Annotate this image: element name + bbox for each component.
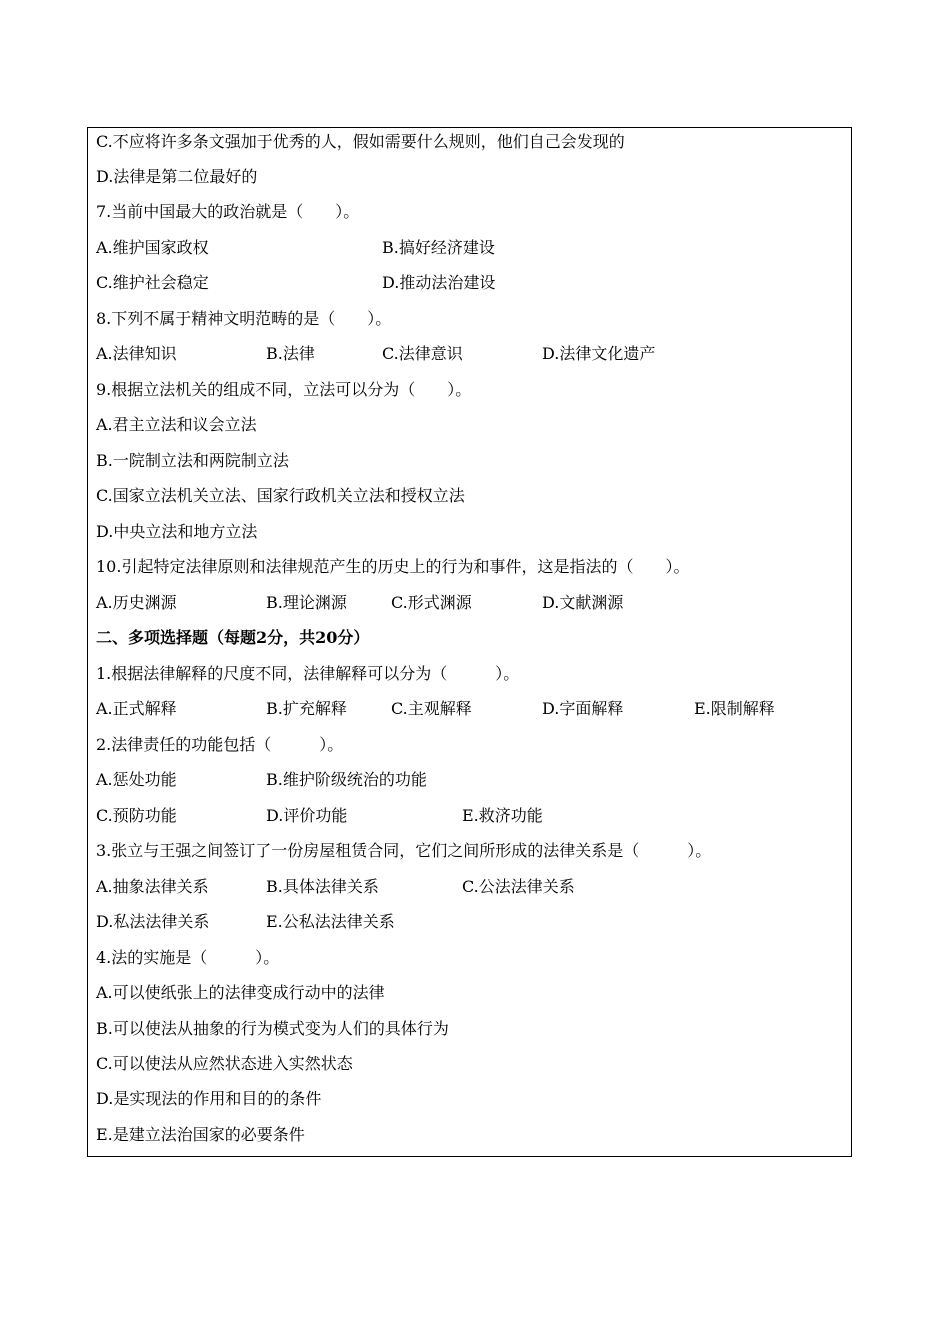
question-line: A.可以使纸张上的法律变成行动中的法律 [96,983,385,1002]
question-line: 7.当前中国最大的政治就是（ ）。 [96,202,360,221]
question-line: D.是实现法的作用和目的的条件 [96,1089,322,1108]
question-line: 4.法的实施是（ ）。 [96,948,280,967]
option-item: C.形式渊源 [391,593,472,612]
option-item: A.正式解释 [96,699,177,718]
option-item: D.字面解释 [542,699,624,718]
option-item: A.法律知识 [96,344,177,363]
option-item: D.推动法治建设 [382,273,496,292]
question-line: 9.根据立法机关的组成不同，立法可以分为（ ）。 [96,380,472,399]
option-item: D.评价功能 [266,806,348,825]
question-line: C.国家立法机关立法、国家行政机关立法和授权立法 [96,486,465,505]
option-item: B.维护阶级统治的功能 [266,770,427,789]
option-item: B.具体法律关系 [266,877,379,896]
option-row [96,271,836,295]
question-line: D.中央立法和地方立法 [96,522,258,541]
option-row [96,697,836,721]
option-row [96,236,836,260]
option-item: A.历史渊源 [96,593,177,612]
question-line: 10.引起特定法律原则和法律规范产生的历史上的行为和事件，这是指法的（ ）。 [96,557,690,576]
option-item: D.法律文化遗产 [542,344,656,363]
option-item: C.预防功能 [96,806,177,825]
option-item: D.私法法律关系 [96,912,210,931]
option-row [96,875,836,899]
option-item: C.公法法律关系 [462,877,575,896]
option-row [96,342,836,366]
question-line: B.一院制立法和两院制立法 [96,451,289,470]
question-line: B.可以使法从抽象的行为模式变为人们的具体行为 [96,1019,449,1038]
option-item: A.抽象法律关系 [96,877,209,896]
question-line: C.可以使法从应然状态进入实然状态 [96,1054,353,1073]
option-item: B.法律 [266,344,315,363]
question-line: 8.下列不属于精神文明范畴的是（ ）。 [96,309,392,328]
question-line: A.君主立法和议会立法 [96,415,257,434]
option-item: C.法律意识 [382,344,463,363]
option-row [96,804,836,828]
question-line: E.是建立法治国家的必要条件 [96,1125,305,1144]
option-row [96,768,836,792]
option-item: C.维护社会稳定 [96,273,209,292]
question-line: D.法律是第二位最好的 [96,167,258,186]
option-item: D.文献渊源 [542,593,624,612]
question-line: 3.张立与王强之间签订了一份房屋租赁合同，它们之间所形成的法律关系是（ ）。 [96,841,712,860]
option-item: E.限制解释 [694,699,775,718]
option-item: B.搞好经济建设 [382,238,495,257]
option-item: B.扩充解释 [266,699,347,718]
question-line: C.不应将许多条文强加于优秀的人，假如需要什么规则，他们自己会发现的 [96,132,625,151]
option-row [96,910,836,934]
option-item: B.理论渊源 [266,593,347,612]
option-row [96,591,836,615]
question-line: 2.法律责任的功能包括（ ）。 [96,735,344,754]
section-heading: 二、多项选择题（每题2分，共20分） [96,628,370,647]
option-item: A.维护国家政权 [96,238,209,257]
option-item: E.公私法法律关系 [266,912,395,931]
option-item: E.救济功能 [462,806,543,825]
question-line: 1.根据法律解释的尺度不同，法律解释可以分为（ ）。 [96,664,520,683]
option-item: C.主观解释 [391,699,472,718]
option-item: A.惩处功能 [96,770,177,789]
